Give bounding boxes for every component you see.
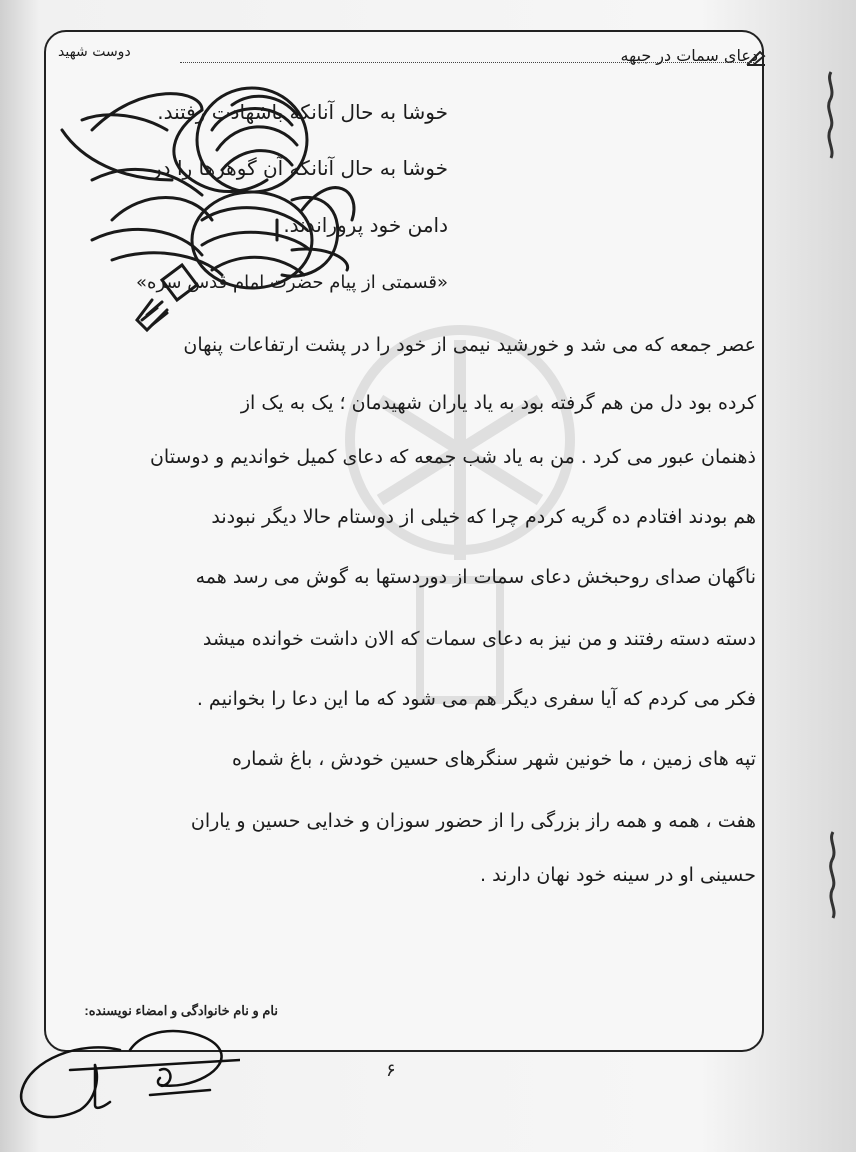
quote-attribution: «قسمتی از پیام حضرت امام قدس سره»	[136, 272, 448, 293]
body-line: هفت ، همه و همه راز بزرگی را از حضور سوزان و خدایی حسین و یاران	[190, 810, 756, 832]
author-signature-label: نام و نام خانوادگی و امضاء نویسنده:	[84, 1003, 278, 1018]
body-line: ذهنمان عبور می کرد . من به یاد شب جمعه که دعای کمیل خواندیم و دوستان	[149, 446, 756, 468]
author-signature	[10, 1010, 240, 1130]
body-line: دسته دسته رفتند و من نیز به دعای سمات که الان داشت خوانده میشد	[202, 628, 756, 650]
header-dotted-line	[180, 62, 756, 63]
author-tag: دوست شهید	[58, 44, 131, 60]
page-number: ۶	[386, 1060, 396, 1081]
binder-clip-bottom	[824, 830, 842, 920]
poem-line: دامن خود پروراندند.	[283, 213, 448, 237]
body-line: کرده بود دل من هم گرفته بود به یاد یاران شهیدمان ؛ یک به یک از	[240, 392, 756, 414]
body-line: هم بودند افتادم ده گریه کردم چرا که خیلی از دوستام حالا دیگر نبودند	[211, 506, 756, 528]
body-line: حسینی او در سینه خود نهان دارند .	[480, 864, 756, 886]
topic-title: دعای سمات در جبهه	[620, 46, 758, 65]
poem-line: خوشا به حال آنانکه باشهادت رفتند.	[157, 100, 448, 124]
body-line: تپه های زمین ، ما خونین شهر سنگرهای حسین خودش ، باغ شماره	[231, 748, 756, 770]
binder-clip-top	[822, 70, 840, 160]
body-line: فکر می کردم که آیا سفری دیگر هم می شود که ما این دعا را بخوانیم .	[196, 688, 756, 710]
body-line: ناگهان صدای روحبخش دعای سمات از دوردستها به گوش می رسد همه	[195, 566, 756, 588]
body-line: عصر جمعه که می شد و خورشید نیمی از خود را در پشت ارتفاعات پنهان	[183, 334, 756, 356]
poem-line: خوشا به حال آنانکه آن گوهرها را در	[152, 156, 448, 180]
